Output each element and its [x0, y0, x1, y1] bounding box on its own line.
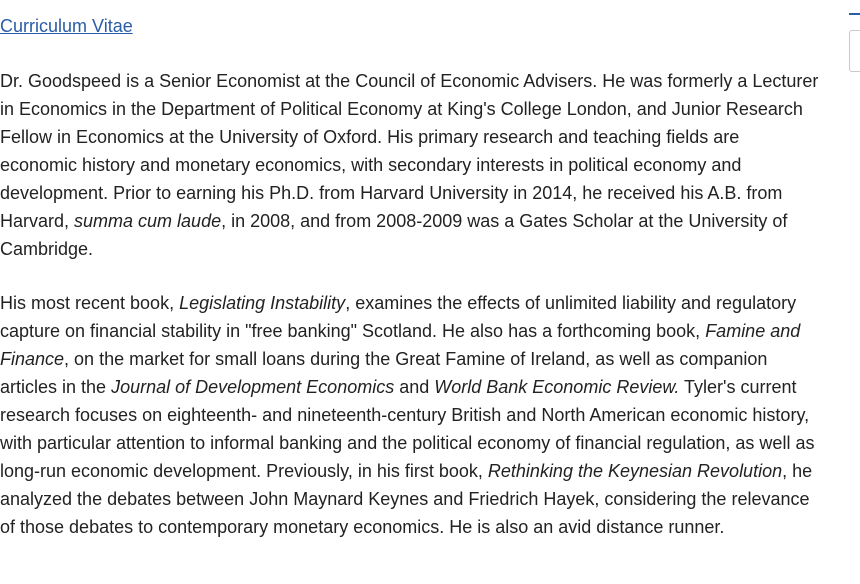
bio-text: Tyler's current	[679, 377, 797, 397]
bio-paragraph-2	[0, 289, 830, 541]
bio-line: economic history and monetary economics, with secondary interests in political economy and	[0, 155, 742, 175]
bio-line	[0, 317, 830, 345]
bio-line: analyzed the debates between John Maynard Keynes and Friedrich Hayek, considering the relevance	[0, 489, 810, 509]
bio-text: , examines the effects of unlimited liability and regulatory	[345, 293, 797, 313]
bio-line: with particular attention to informal banking and the political economy of financial regulation, as well as	[0, 433, 815, 453]
bio-text: , he	[782, 461, 813, 481]
bio-line	[0, 457, 830, 485]
honors-italic: summa cum laude	[74, 211, 222, 231]
journal-title-italic: Journal of Development Economics	[111, 377, 395, 397]
sidebar-accent-bar	[849, 13, 860, 15]
bio-text: , in 2008, and from 2008-2009 was a Gates Scholar at the University of	[221, 211, 788, 231]
bio-line: Fellow in Economics at the University of Oxford. His primary research and teaching fields are	[0, 127, 740, 147]
bio-text: capture on financial stability in "free banking" Scotland. He also has a forthcoming book,	[0, 321, 706, 341]
bio-text: , on the market for small loans during the Great Famine of Ireland, as well as companion	[64, 349, 768, 369]
bio-text: long-run economic development. Previously, in his first book,	[0, 461, 488, 481]
bio-line: in Economics in the Department of Political Economy at King's College London, and Junior Research	[0, 99, 803, 119]
book-title-italic: Rethinking the Keynesian Revolution	[487, 461, 783, 481]
journal-title-italic: World Bank Economic Review.	[434, 377, 680, 397]
bio-line	[0, 289, 830, 317]
bio-line: development. Prior to earning his Ph.D. from Harvard University in 2014, he received his A.B. from	[0, 183, 783, 203]
bio-text: articles in the	[0, 377, 112, 397]
book-title-italic: Famine and	[705, 321, 801, 341]
bio-line	[0, 373, 830, 401]
bio-line: Cambridge.	[0, 239, 94, 259]
bio-text: His most recent book,	[0, 293, 180, 313]
bio-line	[0, 207, 830, 235]
bio-text: Harvard,	[0, 211, 75, 231]
curriculum-vitae-link[interactable]: Curriculum Vitae	[0, 16, 133, 36]
bio-line: Dr. Goodspeed is a Senior Economist at the Council of Economic Advisers. He was formerly a Lecturer	[0, 71, 819, 91]
bio-text: and	[394, 377, 435, 397]
bio-paragraph-1	[0, 67, 830, 263]
book-title-italic: Finance	[0, 349, 65, 369]
bio-line: research focuses on eighteenth- and nineteenth-century British and North American economic history,	[0, 405, 810, 425]
bio-line: of those debates to contemporary monetary economics. He is also an avid distance runner.	[0, 517, 725, 537]
bio-line	[0, 345, 830, 373]
sidebar-input-box[interactable]	[849, 30, 860, 72]
book-title-italic: Legislating Instability	[179, 293, 346, 313]
